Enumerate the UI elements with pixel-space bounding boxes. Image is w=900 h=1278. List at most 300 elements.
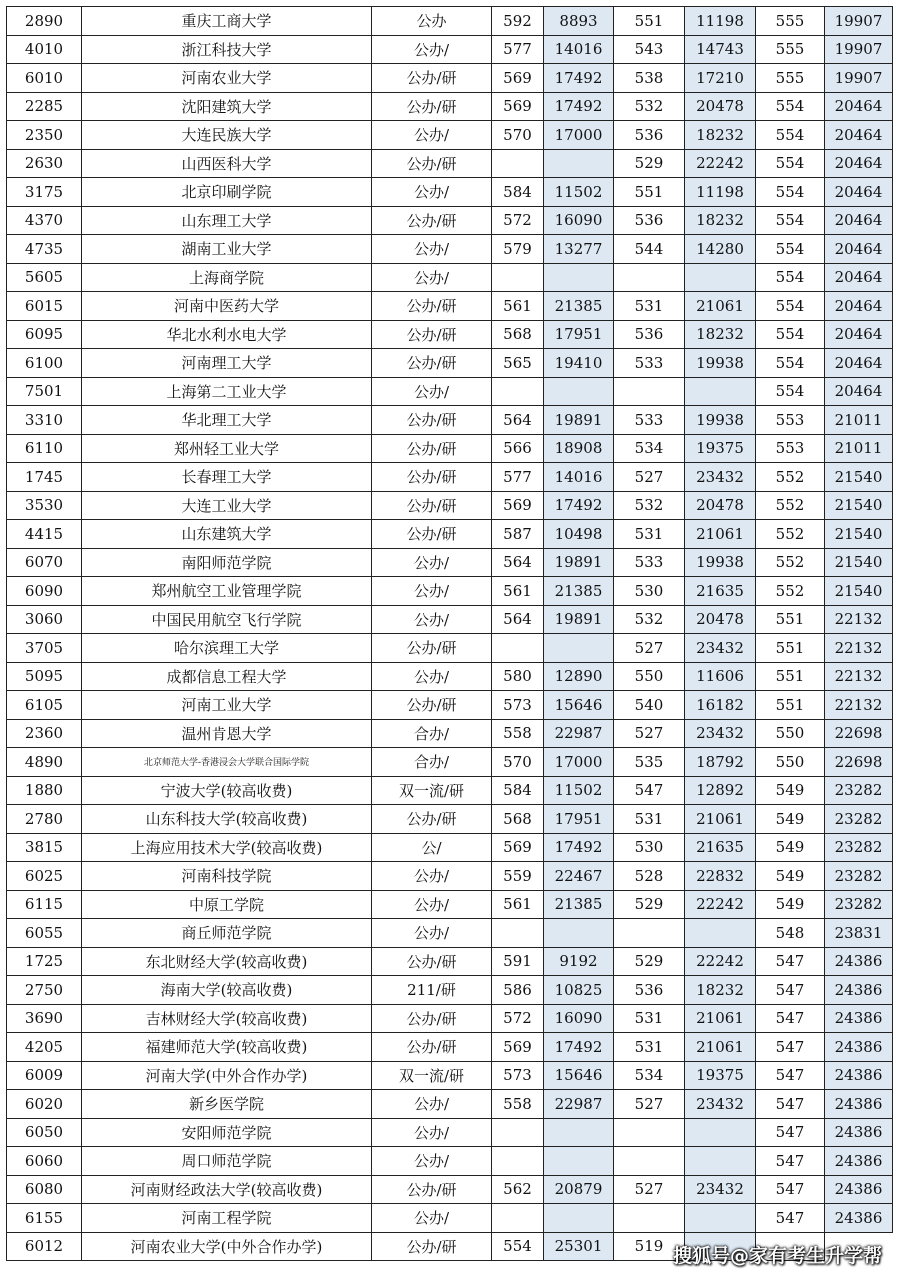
school-name-cell: 温州肯恩大学 [82, 719, 372, 748]
score-cell-a [492, 1118, 544, 1147]
score-cell-a: 568 [492, 320, 544, 349]
rank-cell-b: 17210 [685, 64, 756, 93]
rank-cell-b [685, 1118, 756, 1147]
rank-cell-b: 11198 [685, 7, 756, 36]
school-name-cell: 周口师范学院 [82, 1147, 372, 1176]
score-cell-a [492, 263, 544, 292]
school-code-cell: 2350 [7, 121, 82, 150]
school-code-cell: 6110 [7, 434, 82, 463]
score-cell-c: 550 [756, 719, 825, 748]
score-cell-b: 532 [614, 605, 685, 634]
score-cell-a: 580 [492, 662, 544, 691]
table-row [7, 919, 893, 948]
rank-cell-b: 21061 [685, 1004, 756, 1033]
rank-cell-a: 11502 [544, 776, 614, 805]
table-row [7, 377, 893, 406]
school-code-cell: 5605 [7, 263, 82, 292]
rank-cell-c: 23282 [825, 833, 893, 862]
school-type-cell: 合办/ [372, 748, 492, 777]
school-type-cell: 公办/研 [372, 947, 492, 976]
rank-cell-b: 21635 [685, 833, 756, 862]
rank-cell-b [685, 1147, 756, 1176]
score-cell-b: 533 [614, 349, 685, 378]
rank-cell-c: 19907 [825, 7, 893, 36]
rank-cell-b: 11606 [685, 662, 756, 691]
school-name-cell: 河南财经政法大学(较高收费) [82, 1175, 372, 1204]
table-row [7, 406, 893, 435]
score-cell-a: 592 [492, 7, 544, 36]
school-type-cell: 双一流/研 [372, 776, 492, 805]
school-type-cell: 公办/ [372, 1147, 492, 1176]
rank-cell-a: 25301 [544, 1232, 614, 1261]
school-name-cell: 新乡医学院 [82, 1090, 372, 1119]
school-type-cell: 公办/研 [372, 349, 492, 378]
score-cell-a: 558 [492, 719, 544, 748]
score-cell-c: 550 [756, 748, 825, 777]
score-cell-a: 569 [492, 64, 544, 93]
score-cell-b: 531 [614, 1004, 685, 1033]
rank-cell-b: 16182 [685, 691, 756, 720]
score-cell-b: 529 [614, 947, 685, 976]
school-name-cell: 大连民族大学 [82, 121, 372, 150]
rank-cell-a: 22987 [544, 1090, 614, 1119]
rank-cell-a: 14016 [544, 35, 614, 64]
table-row [7, 1004, 893, 1033]
table-row [7, 691, 893, 720]
rank-cell-c: 20464 [825, 263, 893, 292]
score-cell-c: 547 [756, 1175, 825, 1204]
score-cell-c: 552 [756, 577, 825, 606]
school-type-cell: 公办/研 [372, 149, 492, 178]
school-name-cell: 重庆工商大学 [82, 7, 372, 36]
rank-cell-b [685, 263, 756, 292]
score-cell-a: 569 [492, 1033, 544, 1062]
score-cell-c: 555 [756, 64, 825, 93]
table-row [7, 1061, 893, 1090]
score-cell-b: 530 [614, 577, 685, 606]
rank-cell-b: 14743 [685, 35, 756, 64]
rank-cell-b: 22242 [685, 890, 756, 919]
score-cell-a: 587 [492, 520, 544, 549]
rank-cell-b: 21061 [685, 805, 756, 834]
school-type-cell: 公/ [372, 833, 492, 862]
table-row [7, 548, 893, 577]
rank-cell-c: 21011 [825, 434, 893, 463]
score-cell-a: 564 [492, 548, 544, 577]
rank-cell-c: 24386 [825, 1090, 893, 1119]
rank-cell-a: 20879 [544, 1175, 614, 1204]
score-cell-a: 579 [492, 235, 544, 264]
rank-cell-b: 23432 [685, 1175, 756, 1204]
score-cell-a [492, 1147, 544, 1176]
rank-cell-c: 24386 [825, 1204, 893, 1233]
school-name-cell: 南阳师范学院 [82, 548, 372, 577]
rank-cell-c: 19907 [825, 35, 893, 64]
score-cell-b: 532 [614, 92, 685, 121]
rank-cell-c: 20464 [825, 292, 893, 321]
rank-cell-a: 21385 [544, 577, 614, 606]
table-row [7, 349, 893, 378]
school-type-cell: 公办/研 [372, 691, 492, 720]
score-cell-b: 543 [614, 35, 685, 64]
rank-cell-c: 21540 [825, 577, 893, 606]
school-type-cell: 公办/ [372, 548, 492, 577]
rank-cell-a: 10825 [544, 976, 614, 1005]
school-type-cell: 211/研 [372, 976, 492, 1005]
table-row [7, 491, 893, 520]
school-name-cell: 山西医科大学 [82, 149, 372, 178]
rank-cell-b: 20478 [685, 491, 756, 520]
score-cell-b: 527 [614, 1090, 685, 1119]
rank-cell-b [685, 377, 756, 406]
rank-cell-b [685, 1204, 756, 1233]
rank-cell-c: 24386 [825, 1175, 893, 1204]
rank-cell-b: 19375 [685, 1061, 756, 1090]
school-code-cell: 3690 [7, 1004, 82, 1033]
score-cell-a [492, 634, 544, 663]
score-cell-b: 531 [614, 1033, 685, 1062]
score-cell-b: 536 [614, 320, 685, 349]
rank-cell-c: 22698 [825, 719, 893, 748]
school-code-cell: 2360 [7, 719, 82, 748]
school-code-cell: 2750 [7, 976, 82, 1005]
rank-cell-b: 18232 [685, 121, 756, 150]
rank-cell-c: 22132 [825, 634, 893, 663]
rank-cell-a: 8893 [544, 7, 614, 36]
score-cell-a: 573 [492, 1061, 544, 1090]
school-name-cell: 吉林财经大学(较高收费) [82, 1004, 372, 1033]
rank-cell-a: 11502 [544, 178, 614, 207]
school-code-cell: 3815 [7, 833, 82, 862]
school-code-cell: 3705 [7, 634, 82, 663]
school-name-cell: 海南大学(较高收费) [82, 976, 372, 1005]
rank-cell-c: 21540 [825, 520, 893, 549]
rank-cell-c: 20464 [825, 92, 893, 121]
school-name-cell: 东北财经大学(较高收费) [82, 947, 372, 976]
school-code-cell: 4415 [7, 520, 82, 549]
school-code-cell: 6060 [7, 1147, 82, 1176]
rank-cell-c: 21540 [825, 491, 893, 520]
rank-cell-c: 22698 [825, 748, 893, 777]
score-table-wrapper [6, 6, 893, 1261]
score-cell-c: 547 [756, 947, 825, 976]
school-code-cell: 6080 [7, 1175, 82, 1204]
score-cell-a: 564 [492, 406, 544, 435]
score-cell-b: 535 [614, 748, 685, 777]
score-cell-b: 540 [614, 691, 685, 720]
school-type-cell: 公办/ [372, 1118, 492, 1147]
school-name-cell: 河南科技学院 [82, 862, 372, 891]
score-cell-a: 554 [492, 1232, 544, 1261]
school-name-cell: 华北水利水电大学 [82, 320, 372, 349]
rank-cell-a: 18908 [544, 434, 614, 463]
score-cell-c: 552 [756, 520, 825, 549]
school-code-cell: 6095 [7, 320, 82, 349]
score-cell-a: 572 [492, 206, 544, 235]
school-code-cell: 3530 [7, 491, 82, 520]
score-cell-c: 547 [756, 1147, 825, 1176]
rank-cell-a: 17951 [544, 320, 614, 349]
score-cell-b [614, 919, 685, 948]
score-cell-c: 554 [756, 235, 825, 264]
score-cell-a: 572 [492, 1004, 544, 1033]
score-cell-b: 536 [614, 976, 685, 1005]
table-row [7, 463, 893, 492]
score-cell-a: 558 [492, 1090, 544, 1119]
score-cell-b: 528 [614, 862, 685, 891]
score-cell-c: 547 [756, 1204, 825, 1233]
score-cell-a: 570 [492, 748, 544, 777]
score-cell-c: 552 [756, 548, 825, 577]
school-type-cell: 公办/研 [372, 92, 492, 121]
score-cell-b: 531 [614, 805, 685, 834]
school-name-cell: 中国民用航空飞行学院 [82, 605, 372, 634]
score-cell-c: 547 [756, 1004, 825, 1033]
score-cell-b: 534 [614, 434, 685, 463]
rank-cell-b: 21061 [685, 520, 756, 549]
school-type-cell: 公办/研 [372, 292, 492, 321]
score-cell-b: 530 [614, 833, 685, 862]
score-cell-a [492, 1204, 544, 1233]
rank-cell-a [544, 634, 614, 663]
table-row [7, 92, 893, 121]
rank-cell-c: 23282 [825, 805, 893, 834]
rank-cell-c: 20464 [825, 206, 893, 235]
school-type-cell: 公办/ [372, 1204, 492, 1233]
rank-cell-b: 18232 [685, 976, 756, 1005]
rank-cell-a: 17492 [544, 491, 614, 520]
rank-cell-c: 21011 [825, 406, 893, 435]
school-type-cell: 公办/ [372, 35, 492, 64]
table-row [7, 748, 893, 777]
admission-score-table [6, 6, 893, 1261]
school-name-cell: 成都信息工程大学 [82, 662, 372, 691]
rank-cell-c: 21540 [825, 548, 893, 577]
score-cell-a: 577 [492, 463, 544, 492]
school-code-cell: 6105 [7, 691, 82, 720]
school-name-cell: 上海商学院 [82, 263, 372, 292]
school-type-cell: 公办/研 [372, 206, 492, 235]
school-name-cell: 北京师范大学-香港浸会大学联合国际学院 [82, 748, 372, 777]
table-row [7, 1147, 893, 1176]
rank-cell-c: 19907 [825, 64, 893, 93]
school-type-cell: 公办/研 [372, 320, 492, 349]
school-type-cell: 公办/研 [372, 805, 492, 834]
school-type-cell: 双一流/研 [372, 1061, 492, 1090]
rank-cell-c: 23282 [825, 890, 893, 919]
rank-cell-c: 22132 [825, 662, 893, 691]
score-cell-c: 547 [756, 976, 825, 1005]
school-name-cell: 哈尔滨理工大学 [82, 634, 372, 663]
score-cell-a: 562 [492, 1175, 544, 1204]
score-cell-a: 561 [492, 577, 544, 606]
score-cell-c: 552 [756, 491, 825, 520]
rank-cell-b: 11198 [685, 178, 756, 207]
school-type-cell: 公办/研 [372, 520, 492, 549]
rank-cell-b: 21635 [685, 577, 756, 606]
watermark-text: 搜狐号@家有考生升学帮 [672, 1245, 882, 1267]
rank-cell-b: 22242 [685, 149, 756, 178]
rank-cell-c: 20464 [825, 178, 893, 207]
table-row [7, 320, 893, 349]
table-row [7, 35, 893, 64]
school-name-cell: 河南大学(中外合作办学) [82, 1061, 372, 1090]
school-code-cell: 2630 [7, 149, 82, 178]
score-cell-b: 527 [614, 719, 685, 748]
school-type-cell: 公办/ [372, 178, 492, 207]
school-name-cell: 山东建筑大学 [82, 520, 372, 549]
score-cell-b: 547 [614, 776, 685, 805]
school-type-cell: 公办/研 [372, 634, 492, 663]
rank-cell-b: 19938 [685, 548, 756, 577]
score-cell-b: 536 [614, 121, 685, 150]
score-cell-b [614, 1147, 685, 1176]
school-code-cell: 1880 [7, 776, 82, 805]
score-cell-c: 554 [756, 377, 825, 406]
school-name-cell: 郑州航空工业管理学院 [82, 577, 372, 606]
rank-cell-b: 20478 [685, 92, 756, 121]
school-code-cell: 6115 [7, 890, 82, 919]
school-name-cell: 河南农业大学 [82, 64, 372, 93]
school-type-cell: 公办/研 [372, 1033, 492, 1062]
score-cell-a: 573 [492, 691, 544, 720]
table-row [7, 149, 893, 178]
score-cell-b: 529 [614, 890, 685, 919]
school-code-cell: 6012 [7, 1232, 82, 1261]
rank-cell-a [544, 1118, 614, 1147]
school-type-cell: 公办/研 [372, 1004, 492, 1033]
rank-cell-c: 24386 [825, 1061, 893, 1090]
table-row [7, 1033, 893, 1062]
score-cell-c: 554 [756, 121, 825, 150]
school-name-cell: 安阳师范学院 [82, 1118, 372, 1147]
rank-cell-a: 17492 [544, 1033, 614, 1062]
school-name-cell: 北京印刷学院 [82, 178, 372, 207]
rank-cell-a: 22987 [544, 719, 614, 748]
rank-cell-b: 23432 [685, 634, 756, 663]
rank-cell-c: 23282 [825, 862, 893, 891]
score-cell-a: 561 [492, 890, 544, 919]
rank-cell-a: 13277 [544, 235, 614, 264]
school-name-cell: 福建师范大学(较高收费) [82, 1033, 372, 1062]
rank-cell-c: 22132 [825, 691, 893, 720]
score-cell-b: 527 [614, 634, 685, 663]
rank-cell-a [544, 919, 614, 948]
rank-cell-c: 20464 [825, 235, 893, 264]
rank-cell-c: 22132 [825, 605, 893, 634]
score-cell-c: 555 [756, 35, 825, 64]
rank-cell-a: 19891 [544, 548, 614, 577]
score-cell-b: 527 [614, 1175, 685, 1204]
rank-cell-c: 23831 [825, 919, 893, 948]
score-cell-b: 533 [614, 406, 685, 435]
score-cell-c: 552 [756, 463, 825, 492]
table-row [7, 434, 893, 463]
rank-cell-a: 17492 [544, 833, 614, 862]
school-code-cell: 3310 [7, 406, 82, 435]
table-row [7, 520, 893, 549]
rank-cell-b: 19938 [685, 406, 756, 435]
score-cell-b: 551 [614, 178, 685, 207]
school-code-cell: 4890 [7, 748, 82, 777]
table-row [7, 235, 893, 264]
rank-cell-c: 24386 [825, 947, 893, 976]
score-cell-a: 586 [492, 976, 544, 1005]
school-code-cell: 2285 [7, 92, 82, 121]
school-code-cell: 4010 [7, 35, 82, 64]
table-body [7, 7, 893, 1261]
school-name-cell: 山东理工大学 [82, 206, 372, 235]
score-cell-a [492, 377, 544, 406]
school-code-cell: 3175 [7, 178, 82, 207]
table-row [7, 833, 893, 862]
rank-cell-a: 17000 [544, 748, 614, 777]
rank-cell-a [544, 1147, 614, 1176]
score-cell-a: 564 [492, 605, 544, 634]
score-cell-b [614, 263, 685, 292]
school-name-cell: 河南农业大学(中外合作办学) [82, 1232, 372, 1261]
table-row [7, 178, 893, 207]
rank-cell-b: 18792 [685, 748, 756, 777]
school-name-cell: 上海第二工业大学 [82, 377, 372, 406]
table-row [7, 64, 893, 93]
rank-cell-c: 21540 [825, 463, 893, 492]
school-type-cell: 公办/ [372, 577, 492, 606]
rank-cell-c: 24386 [825, 1033, 893, 1062]
school-code-cell: 6100 [7, 349, 82, 378]
score-cell-c: 554 [756, 92, 825, 121]
score-cell-a: 565 [492, 349, 544, 378]
school-type-cell: 公办/研 [372, 64, 492, 93]
rank-cell-a: 21385 [544, 292, 614, 321]
rank-cell-a: 17951 [544, 805, 614, 834]
school-type-cell: 公办/ [372, 862, 492, 891]
score-cell-a: 584 [492, 178, 544, 207]
school-code-cell: 6020 [7, 1090, 82, 1119]
rank-cell-a: 17492 [544, 64, 614, 93]
school-type-cell: 公办/ [372, 890, 492, 919]
school-type-cell: 公办/ [372, 1090, 492, 1119]
school-type-cell: 公办/研 [372, 1232, 492, 1261]
rank-cell-a: 17000 [544, 121, 614, 150]
score-cell-c: 549 [756, 862, 825, 891]
score-cell-c: 554 [756, 206, 825, 235]
school-code-cell: 2890 [7, 7, 82, 36]
school-code-cell: 7501 [7, 377, 82, 406]
score-cell-a: 570 [492, 121, 544, 150]
score-cell-a: 561 [492, 292, 544, 321]
table-row [7, 890, 893, 919]
score-cell-b: 531 [614, 292, 685, 321]
rank-cell-c: 24386 [825, 1147, 893, 1176]
rank-cell-b [685, 919, 756, 948]
score-cell-c: 551 [756, 634, 825, 663]
score-cell-c: 547 [756, 1061, 825, 1090]
table-row [7, 1118, 893, 1147]
school-code-cell: 6025 [7, 862, 82, 891]
school-name-cell: 上海应用技术大学(较高收费) [82, 833, 372, 862]
score-cell-c: 554 [756, 349, 825, 378]
score-cell-c: 549 [756, 776, 825, 805]
school-type-cell: 公办/ [372, 235, 492, 264]
school-name-cell: 河南理工大学 [82, 349, 372, 378]
school-code-cell: 6010 [7, 64, 82, 93]
school-code-cell: 1725 [7, 947, 82, 976]
school-type-cell: 公办/ [372, 263, 492, 292]
school-code-cell: 6009 [7, 1061, 82, 1090]
rank-cell-c: 23282 [825, 776, 893, 805]
school-type-cell: 公办/ [372, 377, 492, 406]
